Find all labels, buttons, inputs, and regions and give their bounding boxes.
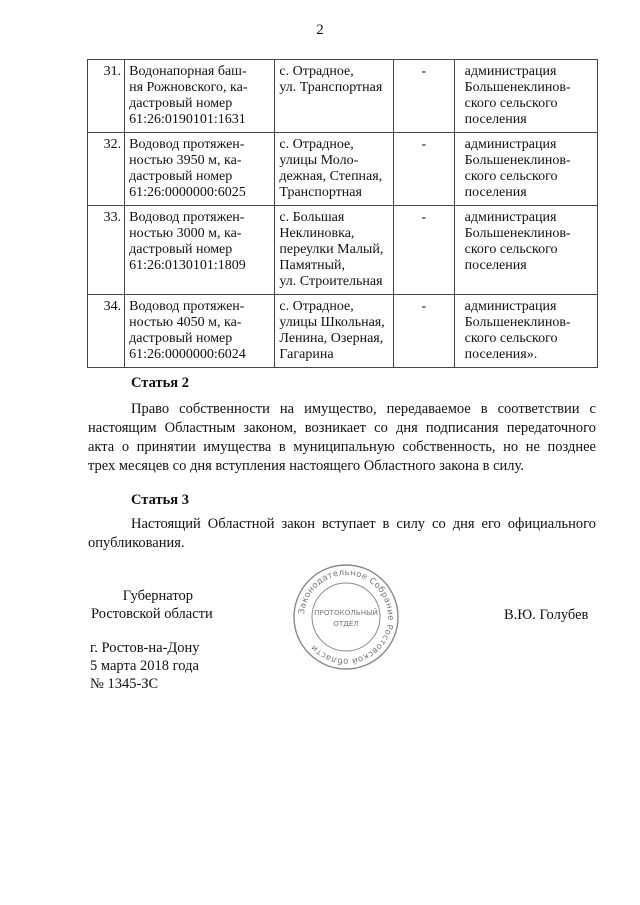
owner-name-line: ского сельского xyxy=(464,242,558,257)
place-date-block xyxy=(90,639,200,693)
empty-column-dash: - xyxy=(394,60,455,133)
object-description-line: ностью 3950 м, ка- xyxy=(129,153,242,168)
object-description-line: дастровый номер xyxy=(129,331,233,346)
object-description-line: 61:26:0000000:6025 xyxy=(129,185,246,200)
stamp-inner-text: ОТДЕЛ xyxy=(333,619,359,628)
row-number: 31. xyxy=(88,60,125,133)
object-address xyxy=(275,206,394,295)
owner-name xyxy=(454,295,597,368)
object-address-line: с. Отрадное, xyxy=(279,64,354,79)
table-row xyxy=(88,133,598,206)
row-number: 32. xyxy=(88,133,125,206)
owner-name-line: поселения xyxy=(464,258,527,273)
object-address xyxy=(275,133,394,206)
object-description-line: ностью 4050 м, ка- xyxy=(129,315,242,330)
owner-name xyxy=(454,60,597,133)
owner-name-line: администрация xyxy=(464,137,557,152)
empty-column-dash: - xyxy=(394,133,455,206)
object-description-line: 61:26:0130101:1809 xyxy=(129,258,246,273)
row-number: 34. xyxy=(88,295,125,368)
object-description-line: дастровый номер xyxy=(129,242,233,257)
signatory-name: В.Ю. Голубев xyxy=(504,607,589,623)
owner-name-line: ского сельского xyxy=(464,169,558,184)
article-3-text xyxy=(88,515,596,553)
article-2-line: трех месяцев со дня вступления настоящего Областного закона в силу. xyxy=(88,458,524,474)
page-number: 2 xyxy=(316,22,324,38)
empty-column-dash: - xyxy=(394,295,455,368)
article-2-text xyxy=(88,400,596,476)
object-address-line: Гагарина xyxy=(279,347,334,362)
object-address-line: Неклиновка, xyxy=(279,226,355,241)
object-description-line: ностью 3000 м, ка- xyxy=(129,226,242,241)
article-2-line: акта о принятии имущества в муниципальную собственность, но не позднее xyxy=(88,439,596,455)
article-3-line: опубликования. xyxy=(88,535,185,551)
object-description-line: Водовод протяжен- xyxy=(129,299,245,314)
empty-column-dash: - xyxy=(394,206,455,295)
object-description-line: Водовод протяжен- xyxy=(129,210,245,225)
property-table xyxy=(87,59,598,368)
object-address-line: Ленина, Озерная, xyxy=(279,331,384,346)
object-address-line: ул. Транспортная xyxy=(279,80,383,95)
signing-city: г. Ростов-на-Дону xyxy=(90,640,200,656)
signing-date: 5 марта 2018 года xyxy=(90,658,199,674)
row-number: 33. xyxy=(88,206,125,295)
object-address xyxy=(275,295,394,368)
article-2-line: Право собственности на имущество, передаваемое в соответствии с xyxy=(131,401,596,417)
object-address-line: переулки Малый, xyxy=(279,242,384,257)
object-address-line: ул. Строительная xyxy=(279,274,383,289)
owner-name-line: ского сельского xyxy=(464,331,558,346)
object-description xyxy=(125,295,275,368)
object-description-line: Водовод протяжен- xyxy=(129,137,245,152)
owner-name-line: Большенеклинов- xyxy=(464,226,571,241)
owner-name-line: ского сельского xyxy=(464,96,558,111)
law-number: № 1345-ЗС xyxy=(90,676,159,692)
object-description xyxy=(125,133,275,206)
owner-name-line: поселения xyxy=(464,185,527,200)
owner-name-line: администрация xyxy=(464,210,557,225)
object-address-line: с. Отрадное, xyxy=(279,299,354,314)
owner-name-line: поселения». xyxy=(464,347,538,362)
owner-name-line: Большенеклинов- xyxy=(464,315,571,330)
object-address-line: с. Отрадное, xyxy=(279,137,354,152)
article-3-line: Настоящий Областной закон вступает в силу со дня его официального xyxy=(131,516,596,532)
signatory-position-line: Ростовской области xyxy=(91,606,213,622)
table-row xyxy=(88,60,598,133)
table-row xyxy=(88,295,598,368)
property-table-body xyxy=(88,60,598,368)
object-description-line: 61:26:0190101:1631 xyxy=(129,112,246,127)
official-seal-stamp xyxy=(291,562,401,672)
owner-name-line: администрация xyxy=(464,64,557,79)
object-address-line: с. Большая xyxy=(279,210,345,225)
owner-name xyxy=(454,206,597,295)
stamp-inner-text: ПРОТОКОЛЬНЫЙ xyxy=(314,608,378,617)
article-2-heading: Статья 2 xyxy=(131,375,189,391)
article-2-line: настоящим Областным законом, возникает со дня подписания передаточного xyxy=(88,420,596,436)
owner-name-line: администрация xyxy=(464,299,557,314)
table-row xyxy=(88,206,598,295)
object-description-line: 61:26:0000000:6024 xyxy=(129,347,246,362)
owner-name-line: Большенеклинов- xyxy=(464,80,571,95)
object-address-line: Транспортная xyxy=(279,185,362,200)
object-description-line: Водонапорная баш- xyxy=(129,64,247,79)
object-address-line: улицы Моло- xyxy=(279,153,359,168)
object-address xyxy=(275,60,394,133)
object-description-line: дастровый номер xyxy=(129,169,233,184)
article-3-heading: Статья 3 xyxy=(131,492,189,508)
object-address-line: Памятный, xyxy=(279,258,346,273)
object-address-line: дежная, Степная, xyxy=(279,169,383,184)
object-description-line: ня Рожновского, ка- xyxy=(129,80,248,95)
signatory-position-line: Губернатор xyxy=(122,588,193,604)
object-address-line: улицы Школьная, xyxy=(279,315,385,330)
svg-text:Законодательное Собрание Росто: Законодательное Собрание Ростовской области xyxy=(297,567,396,667)
owner-name xyxy=(454,133,597,206)
object-description xyxy=(125,206,275,295)
owner-name-line: Большенеклинов- xyxy=(464,153,571,168)
object-description xyxy=(125,60,275,133)
owner-name-line: поселения xyxy=(464,112,527,127)
object-description-line: дастровый номер xyxy=(129,96,233,111)
signatory-position xyxy=(91,587,213,623)
